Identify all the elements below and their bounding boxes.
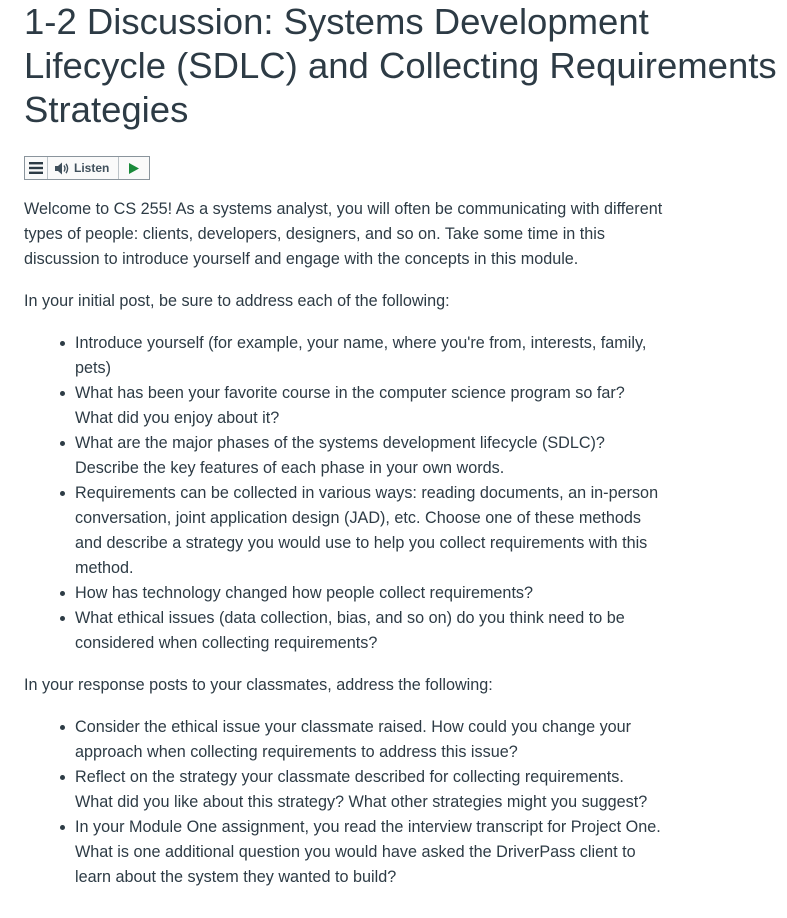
response-list [24, 715, 664, 890]
list-item: What are the major phases of the systems development lifecycle (SDLC)? Describe the key features of each phase in your own words. [75, 431, 664, 481]
list-item: Requirements can be collected in various ways: reading documents, an in-person conversation, joint application design (JAD), etc. Choose one of these methods and describe a strategy you would use to help you collect requirements with this method. [75, 481, 664, 581]
listen-label: Listen [74, 161, 110, 175]
page-title: 1-2 Discussion: Systems Development Lifecycle (SDLC) and Collecting Requirements Strategies [24, 1, 777, 130]
play-button[interactable] [119, 157, 149, 179]
list-item: What has been your favorite course in the computer science program so far? What did you enjoy about it? [75, 381, 664, 431]
intro-paragraph: Welcome to CS 255! As a systems analyst, you will often be communicating with different types of people: clients, developers, designers, and so on. Take some time in this discussion to introduce yourself and engage with the concepts in this module. [24, 200, 663, 268]
listen-button[interactable] [48, 157, 119, 179]
list-item: Reflect on the strategy your classmate described for collecting requirements. What did you like about this strategy? What other strategies might you suggest? [75, 765, 664, 815]
play-icon [129, 163, 139, 174]
speaker-icon [55, 162, 70, 175]
listen-toolbar [24, 156, 150, 180]
discussion-page [24, 0, 784, 890]
list-item: Introduce yourself (for example, your name, where you're from, interests, family, pets) [75, 331, 664, 381]
list-item: How has technology changed how people collect requirements? [75, 581, 664, 606]
list-item: In your Module One assignment, you read the interview transcript for Project One. What is one additional question you would have asked the DriverPass client to learn about the system they wanted to build? [75, 815, 664, 890]
response-heading: In your response posts to your classmates, address the following: [24, 676, 493, 694]
listen-menu-button[interactable] [25, 157, 48, 179]
list-item: What ethical issues (data collection, bias, and so on) do you think need to be considered when collecting requirements? [75, 606, 664, 656]
hamburger-menu-icon [29, 162, 43, 174]
initial-post-heading: In your initial post, be sure to address each of the following: [24, 292, 450, 310]
initial-post-list [24, 331, 664, 656]
discussion-content [24, 197, 664, 890]
list-item: Consider the ethical issue your classmate raised. How could you change your approach when collecting requirements to address this issue? [75, 715, 664, 765]
